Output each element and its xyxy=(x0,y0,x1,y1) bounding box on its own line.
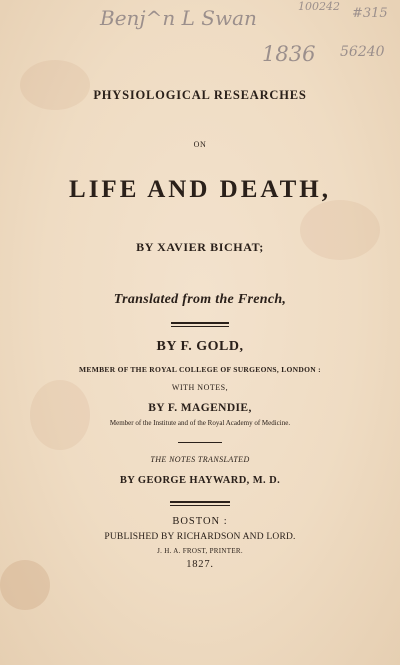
publication-year: 1827. xyxy=(186,559,214,570)
annotator: BY F. MAGENDIE, xyxy=(148,402,252,414)
heading: PHYSIOLOGICAL RESEARCHES xyxy=(93,88,307,102)
city: BOSTON : xyxy=(172,516,228,527)
double-rule xyxy=(171,322,229,327)
printer: J. H. A. FROST, PRINTER. xyxy=(157,547,243,555)
notes-translator: BY GEORGE HAYWARD, M. D. xyxy=(119,475,281,486)
divider-rule xyxy=(178,442,222,443)
translator: BY F. GOLD, xyxy=(156,339,244,354)
handwritten-owner: Benj^n L Swan xyxy=(100,6,257,30)
publisher: PUBLISHED BY RICHARDSON AND LORD. xyxy=(104,532,296,542)
with-notes: WITH NOTES, xyxy=(171,383,229,392)
translator-credentials: MEMBER OF THE ROYAL COLLEGE OF SURGEONS, LONDON : xyxy=(79,365,321,374)
handwritten-catalog: 100242 xyxy=(298,0,340,13)
main-title: LIFE AND DEATH, xyxy=(69,176,331,203)
double-rule xyxy=(170,501,230,506)
handwritten-number: 56240 xyxy=(340,44,385,60)
translated-note: Translated from the French, xyxy=(113,292,287,307)
handwritten-price: #315 xyxy=(352,6,388,21)
author: BY XAVIER BICHAT; xyxy=(136,240,264,254)
connector: ON xyxy=(193,140,207,149)
handwritten-year: 1836 xyxy=(262,42,316,66)
annotator-credentials: Member of the Institute and of the Royal Academy of Medicine. xyxy=(109,419,291,427)
notes-translated: THE NOTES TRANSLATED xyxy=(150,455,250,464)
